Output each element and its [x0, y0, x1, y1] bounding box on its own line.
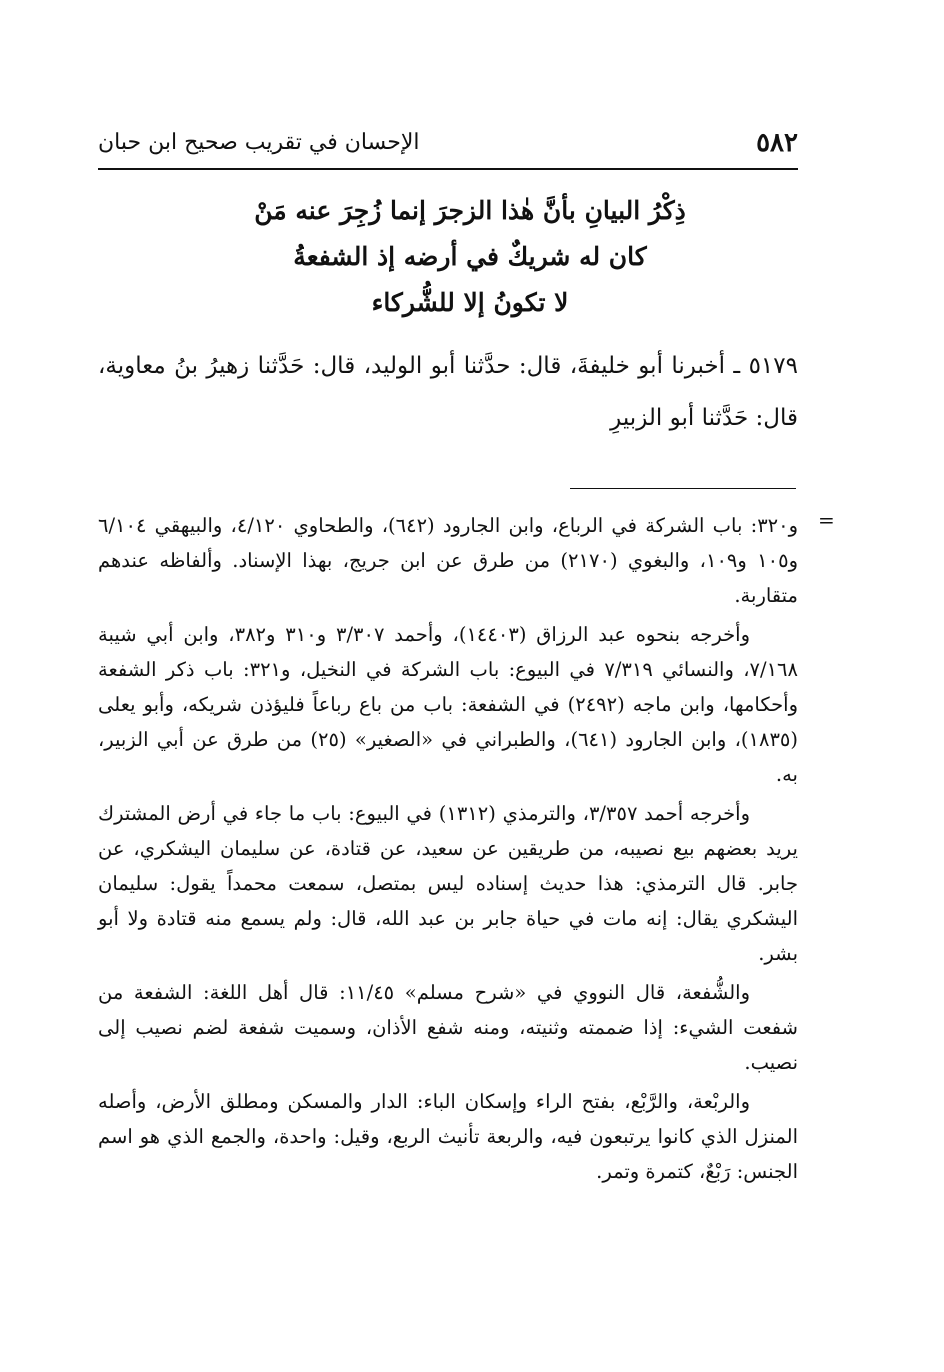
footnote-paragraph: و٣٢٠: باب الشركة في الرباع، وابن الجارود (٦٤٢)، والطحاوي ٤/١٢٠، والبيهقي ٦/١٠٤ و١٠٥ و١٠٩، والبغوي (٢١٧٠) من طرق عن ابن جريج، بهذا الإسناد. وألفاظه عندهم متقاربة.: [98, 514, 799, 607]
running-header: [98, 120, 798, 168]
footnotes: [98, 508, 798, 1193]
heading-line: كان له شريكٌ في أرضه إذ الشفعةُ: [293, 242, 647, 271]
page-number: ٥٨٢: [756, 128, 798, 158]
footnote-paragraph: وأخرجه بنحوه عبد الرزاق (١٤٤٠٣)، وأحمد ٣/٣٠٧ و٣١٠ و٣٨٢، وابن أبي شيبة ٧/١٦٨، والنسائي ٧/٣١٩ في البيوع: باب الشركة في النخيل، و٣٢١: باب ذكر الشفعة وأحكامها، وابن ماجه (٢٤٩٢) في الشفعة: باب من باع رباعاً فليؤذن شريكه، وأبو يعلى (١٨٣٥)، وابن الجارود (٦٤١)، والطبراني في «الصغير» (٢٥) من طرق عن أبي الزبير، به.: [98, 623, 799, 786]
footnote-paragraph: والشُّفعة، قال النووي في «شرح مسلم» ١١/٤٥: قال أهل اللغة: الشفعة من شفعت الشيء: إذا ضممته وثنيته، ومنه شفع الأذان، وسميت شفعة لضم نصيب إلى نصيب.: [98, 981, 798, 1074]
footnote-paragraph: والربْعة، والرَّبْع، بفتح الراء وإسكان الباء: الدار والمسكن ومطلق الأرض، وأصله المنزل الذي كانوا يرتبعون فيه، والربعة تأنيث الربع، وقيل: واحدة، والجمع الذي هو اسم الجنس: رَبْعٌ، كتمرة وتمر.: [98, 1090, 798, 1183]
header-rule: [98, 168, 798, 170]
continuation-mark: =: [818, 508, 835, 532]
heading-line: ذِكْرُ البيانِ بأنَّ هٰذا الزجرَ إنما زُجِرَ عنه مَنْ: [254, 196, 686, 225]
footnote-paragraph: وأخرجه أحمد ٣/٣٥٧، والترمذي (١٣١٢) في البيوع: باب ما جاء في أرض المشترك يريد بعضهم بيع نصيبه، من طريقين عن سعيد، عن قتادة، عن سليمان اليشكري، عن جابر. قال الترمذي: هذا حديث إسناده ليس بمتصل، سمعت محمداً يقول: سليمان اليشكري يقال: إنه مات في حياة جابر بن عبد الله، قال: ولم يسمع منه قتادة ولا أبو بشر.: [98, 802, 798, 965]
book-title: الإحسان في تقريب صحيح ابن حبان: [98, 130, 420, 155]
heading-line: لا تكونُ إلا للشُّركاء: [371, 288, 569, 317]
hadith-text: ٥١٧٩ ـ أخبرنا أبو خليفةَ، قال: حدَّثنا أبو الوليد، قال: حَدَّثنا زهيرُ بنُ معاوية، قال: حَدَّثنا أبو الزبيرِ: [98, 353, 798, 431]
chapter-heading: [160, 188, 780, 326]
footnote-rule: [570, 488, 796, 489]
